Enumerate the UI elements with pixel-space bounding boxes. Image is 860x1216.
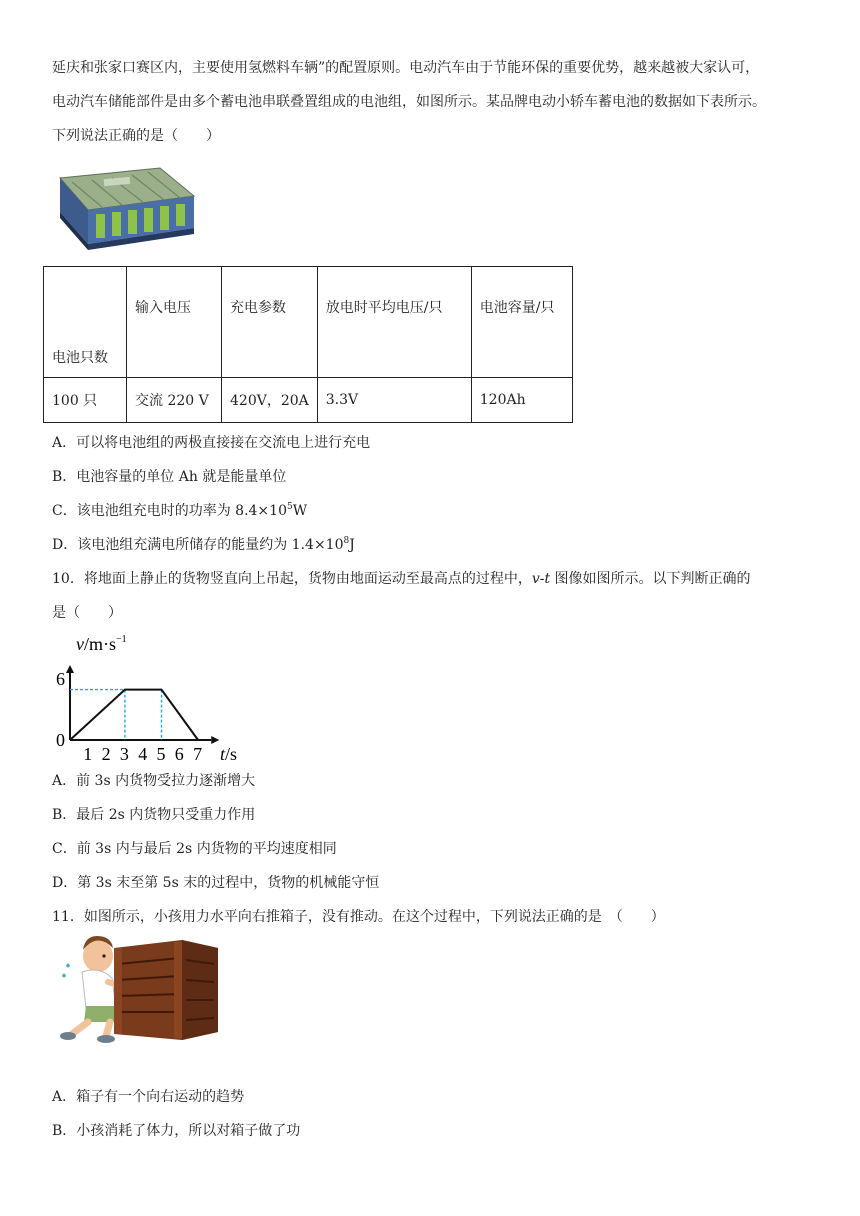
table-header-row (44, 267, 573, 378)
q10-option-b: B．最后 2s 内货物只受重力作用 (52, 807, 256, 823)
q11-stem: 11．如图所示，小孩用力水平向右推箱子，没有推动。在这个过程中，下列说法正确的是 （ ） (52, 909, 665, 925)
header-capacity: 电池容量/只 (471, 267, 572, 378)
cell-battery-count: 100 只 (44, 378, 127, 423)
q10-stem-line-1 (52, 569, 751, 589)
q10-option-d: D．第 3s 末至第 5s 末的过程中，货物的机械能守恒 (52, 875, 380, 891)
q10-option-c: C．前 3s 内与最后 2s 内货物的平均速度相同 (52, 841, 337, 857)
cell-discharge-voltage: 3.3V (317, 378, 471, 423)
q10-option-a: A．前 3s 内货物受拉力逐渐增大 (52, 773, 256, 789)
chart-series-line (70, 690, 198, 740)
chart-x-tick-3: 3 (119, 744, 129, 764)
header-discharge-voltage: 放电时平均电压/只 (317, 267, 471, 378)
chart-xlabel-var: t (220, 744, 226, 764)
q9-option-d (52, 535, 355, 555)
q10-stem-text-cont: 图像如图所示。以下判断正确的 (550, 571, 751, 587)
chart-ylabel-unit: /m·s (84, 634, 117, 654)
q10-stem-line-2: 是（ ） (52, 605, 122, 621)
q9-option-d-unit: J (349, 537, 355, 553)
intro-line-3: 下列说法正确的是（ ） (52, 128, 220, 144)
cell-input-voltage: 交流 220 V (127, 378, 222, 423)
battery-pack-image (52, 162, 197, 257)
chart-x-axis-arrow (211, 736, 219, 744)
q10-stem-text: 10．将地面上静止的货物竖直向上吊起，货物由地面运动至最高点的过程中， (52, 571, 532, 587)
battery-data-table (43, 266, 573, 423)
q9-option-d-exponent: 8 (343, 536, 350, 546)
header-input-voltage: 输入电压 (127, 267, 222, 378)
chart-x-tick-1: 1 (83, 744, 93, 764)
q9-option-c-exponent: 5 (286, 502, 293, 512)
q9-option-d-text: D．该电池组充满电所储存的能量约为 1.4×10 (52, 537, 344, 553)
intro-line-2: 电动汽车储能部件是由多个蓄电池串联叠置组成的电池组，如图所示。某品牌电动小轿车蓄电池的数据如下表所示。 (52, 94, 766, 110)
chart-y-tick-6: 6 (56, 669, 65, 689)
q9-option-a: A．可以将电池组的两极直接接在交流电上进行充电 (52, 435, 371, 451)
chart-xlabel-unit: /s (225, 744, 238, 764)
chart-ylabel (76, 634, 127, 654)
chart-plot-layer (66, 665, 219, 764)
table-row (44, 378, 573, 423)
chart-ylabel-exp: −1 (116, 634, 127, 645)
q11-option-a: A．箱子有一个向右运动的趋势 (52, 1089, 245, 1105)
q10-vt-symbol: v-t (531, 571, 551, 587)
intro-line-1: 延庆和张家口赛区内，主要使用氢燃料车辆”的配置原则。电动汽车由于节能环保的重要优势，越来越被大家认可， (52, 60, 760, 76)
cell-charging-params: 420V，20A (222, 378, 318, 423)
vt-chart (48, 628, 258, 764)
chart-x-tick-7: 7 (193, 744, 203, 764)
q9-option-c-unit: W (292, 503, 308, 519)
chart-origin-label: 0 (56, 730, 65, 750)
chart-ylabel-var: v (76, 634, 84, 654)
chart-y-axis-arrow (66, 665, 74, 673)
cell-capacity: 120Ah (471, 378, 572, 423)
chart-x-tick-4: 4 (138, 744, 148, 764)
header-charging-params: 充电参数 (222, 267, 318, 378)
chart-x-tick-6: 6 (174, 744, 184, 764)
chart-xlabel (220, 744, 237, 764)
chart-x-tick-2: 2 (101, 744, 111, 764)
header-battery-count: 电池只数 (44, 267, 127, 378)
q9-option-c-text: C．该电池组充电时的功率为 8.4×10 (52, 503, 287, 519)
q9-option-b: B．电池容量的单位 Ah 就是能量单位 (52, 469, 287, 485)
q11-option-b: B．小孩消耗了体力，所以对箱子做了功 (52, 1123, 301, 1139)
boy-pushing-crate-image (52, 936, 224, 1044)
q9-option-c (52, 501, 307, 521)
chart-x-tick-5: 5 (156, 744, 166, 764)
